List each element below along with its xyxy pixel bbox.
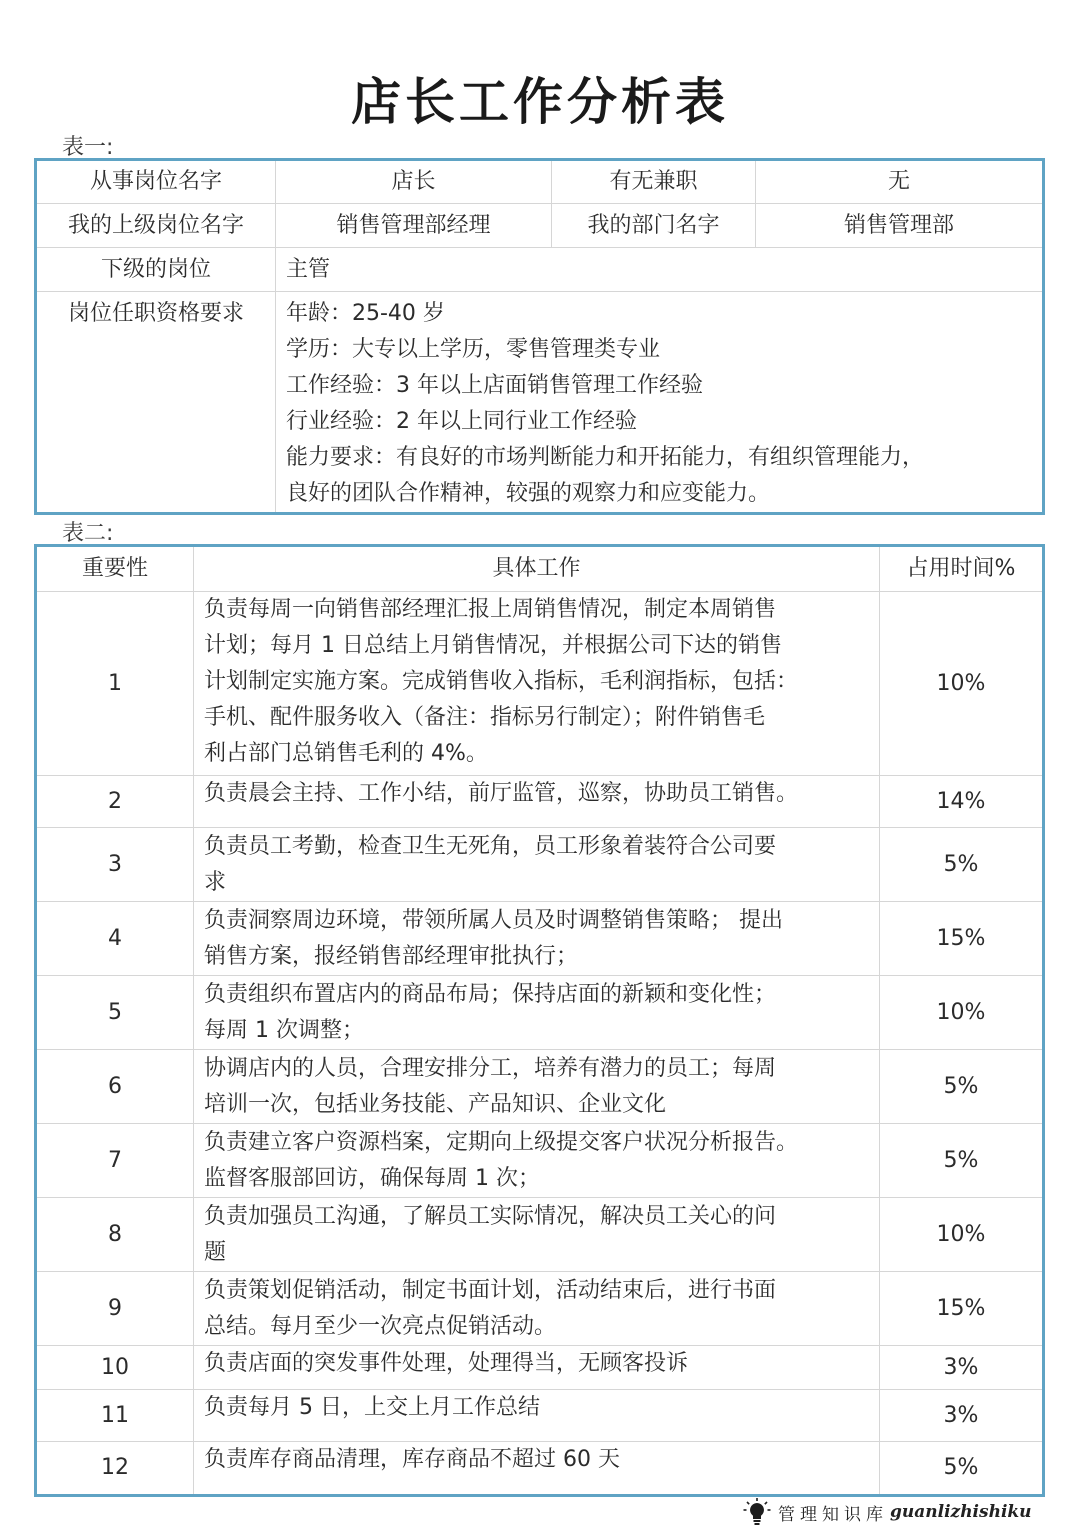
work-cell: [194, 1198, 880, 1272]
work-cell: [194, 776, 880, 828]
importance-cell: 1: [36, 592, 194, 776]
duties-table: [34, 544, 1045, 1497]
part-time-label: 有无兼职: [552, 160, 756, 204]
table-row: [36, 1346, 1044, 1390]
work-cell: [194, 1390, 880, 1442]
work-line: 培训一次，包括业务技能、产品知识、企业文化: [204, 1091, 667, 1117]
time-cell: 5%: [880, 1442, 1044, 1496]
importance-cell: 5: [36, 976, 194, 1050]
time-cell: 3%: [880, 1390, 1044, 1442]
table-row: [36, 1050, 1044, 1124]
work-line: 负责每月 5 日，上交上月工作总结: [204, 1395, 540, 1420]
table-row: [36, 776, 1044, 828]
time-cell: 10%: [880, 976, 1044, 1050]
watermark-text: 管理知识库: [778, 1504, 888, 1525]
page-title: 店长工作分析表: [351, 73, 729, 131]
work-cell: [194, 1272, 880, 1346]
time-header: 占用时间%: [880, 546, 1044, 592]
table1-caption: 表一:: [62, 135, 114, 160]
work-line: 负责洞察周边环境，带领所属人员及时调整销售策略； 提出: [204, 907, 783, 933]
superior-value: 销售管理部经理: [276, 204, 552, 248]
job-info-table: [34, 158, 1045, 515]
importance-cell: 9: [36, 1272, 194, 1346]
qualification-line: 学历：大专以上学历，零售管理类专业: [286, 337, 661, 362]
work-line: 负责策划促销活动，制定书面计划，活动结束后，进行书面: [204, 1277, 777, 1303]
table-row: [36, 902, 1044, 976]
table-row: [36, 1390, 1044, 1442]
qualification-line: 工作经验：3 年以上店面销售管理工作经验: [286, 373, 703, 398]
time-cell: 5%: [880, 828, 1044, 902]
time-cell: 10%: [880, 1198, 1044, 1272]
table-row: [36, 828, 1044, 902]
qualification-line: 能力要求：有良好的市场判断能力和开拓能力，有组织管理能力，: [286, 445, 925, 470]
department-label: 我的部门名字: [552, 204, 756, 248]
importance-cell: 11: [36, 1390, 194, 1442]
work-cell: [194, 1124, 880, 1198]
work-line: 负责店面的突发事件处理，处理得当，无顾客投诉: [204, 1351, 689, 1376]
importance-cell: 7: [36, 1124, 194, 1198]
watermark-logo: [742, 1495, 1032, 1529]
work-line: 手机、配件服务收入（备注：指标另行制定）；附件销售毛: [204, 705, 766, 730]
work-cell: [194, 828, 880, 902]
importance-cell: 8: [36, 1198, 194, 1272]
time-cell: 5%: [880, 1124, 1044, 1198]
work-line: 销售方案，报经销售部经理审批执行；: [204, 943, 579, 969]
importance-cell: 4: [36, 902, 194, 976]
table-row: [36, 976, 1044, 1050]
work-cell: [194, 1050, 880, 1124]
position-name-value: 店长: [276, 160, 552, 204]
work-line: 负责每周一向销售部经理汇报上周销售情况，制定本周销售: [204, 597, 777, 622]
work-cell: [194, 592, 880, 776]
department-value: 销售管理部: [756, 204, 1044, 248]
qualification-line: 行业经验：2 年以上同行业工作经验: [286, 409, 637, 434]
time-cell: 3%: [880, 1346, 1044, 1390]
importance-cell: 3: [36, 828, 194, 902]
work-line: 负责组织布置店内的商品布局；保持店面的新颖和变化性；: [204, 981, 777, 1007]
subordinate-label: 下级的岗位: [36, 248, 276, 292]
table-row: [36, 160, 1044, 204]
lightbulb-icon: [742, 1497, 772, 1527]
qualification-list: [276, 292, 1044, 514]
part-time-value: 无: [756, 160, 1044, 204]
work-line: 监督客服部回访，确保每周 1 次；: [204, 1165, 540, 1191]
work-line: 负责建立客户资源档案，定期向上级提交客户状况分析报告。: [204, 1129, 799, 1155]
table-row: [36, 292, 1044, 514]
work-cell: [194, 1442, 880, 1496]
table2-caption: 表二:: [62, 521, 114, 546]
work-line: 计划；每月 1 日总结上月销售情况，并根据公司下达的销售: [204, 633, 782, 658]
work-cell: [194, 902, 880, 976]
table-row: [36, 1124, 1044, 1198]
work-line: 每周 1 次调整；: [204, 1017, 364, 1043]
work-line: 计划制定实施方案。完成销售收入指标，毛利润指标，包括：: [204, 669, 799, 694]
work-line: 利占部门总销售毛利的 4%。: [204, 741, 488, 766]
time-cell: 15%: [880, 1272, 1044, 1346]
qualification-label: 岗位任职资格要求: [36, 292, 276, 514]
table-row: [36, 204, 1044, 248]
importance-cell: 6: [36, 1050, 194, 1124]
subordinate-value: 主管: [276, 248, 1044, 292]
importance-cell: 10: [36, 1346, 194, 1390]
work-line: 负责晨会主持、工作小结，前厅监管，巡察，协助员工销售。: [204, 781, 799, 806]
time-cell: 5%: [880, 1050, 1044, 1124]
work-line: 题: [204, 1239, 227, 1265]
work-line: 协调店内的人员，合理安排分工，培养有潜力的员工；每周: [204, 1055, 777, 1081]
work-line: 负责库存商品清理，库存商品不超过 60 天: [204, 1447, 620, 1472]
importance-cell: 2: [36, 776, 194, 828]
table-row: [36, 1198, 1044, 1272]
importance-header: 重要性: [36, 546, 194, 592]
qualification-line: 良好的团队合作精神，较强的观察力和应变能力。: [286, 481, 771, 506]
work-line: 总结。每月至少一次亮点促销活动。: [204, 1313, 557, 1339]
work-header: 具体工作: [194, 546, 880, 592]
work-cell: [194, 976, 880, 1050]
qualification-line: 年龄：25-40 岁: [286, 301, 445, 326]
table-row: [36, 592, 1044, 776]
time-cell: 15%: [880, 902, 1044, 976]
watermark-script: guanlizhishiku: [890, 1502, 1032, 1522]
importance-cell: 12: [36, 1442, 194, 1496]
table-header-row: [36, 546, 1044, 592]
time-cell: 14%: [880, 776, 1044, 828]
work-line: 求: [204, 869, 227, 895]
work-line: 负责加强员工沟通，了解员工实际情况，解决员工关心的问: [204, 1203, 777, 1229]
superior-label: 我的上级岗位名字: [36, 204, 276, 248]
table-row: [36, 1272, 1044, 1346]
work-cell: [194, 1346, 880, 1390]
work-line: 负责员工考勤，检查卫生无死角，员工形象着装符合公司要: [204, 833, 777, 859]
table-row: [36, 248, 1044, 292]
table-row: [36, 1442, 1044, 1496]
time-cell: 10%: [880, 592, 1044, 776]
position-name-label: 从事岗位名字: [36, 160, 276, 204]
